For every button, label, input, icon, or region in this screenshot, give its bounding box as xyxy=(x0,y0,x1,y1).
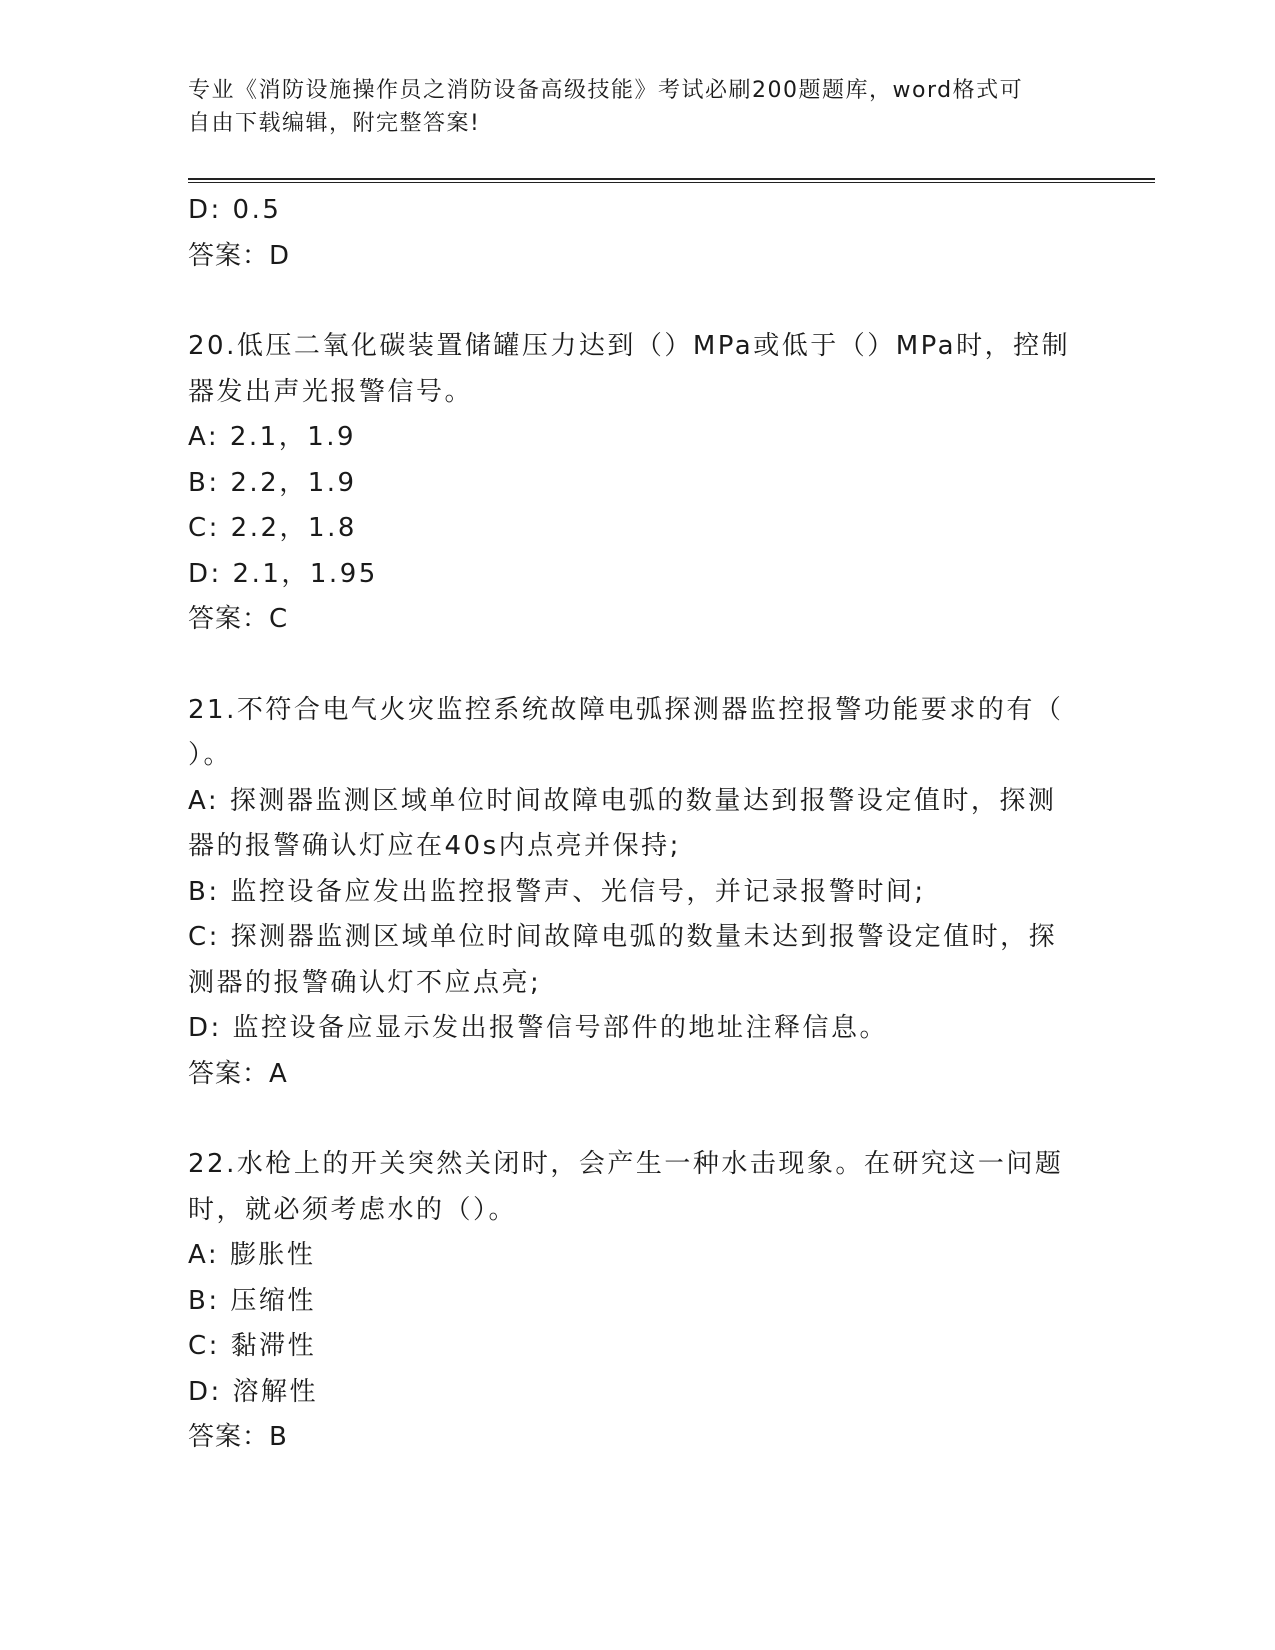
question-stem-line: ）。 xyxy=(188,740,233,770)
answer: 答案：D xyxy=(188,240,291,271)
option-d: D: 监控设备应显示发出报警信号部件的地址注释信息。 xyxy=(188,1013,889,1043)
option-a: A: 2.1，1.9 xyxy=(188,422,357,452)
answer: 答案：B xyxy=(188,1422,288,1452)
question-stem-line: 器发出声光报警信号。 xyxy=(188,376,474,407)
option-a: A: 探测器监测区域单位时间故障电弧的数量达到报警设定值时，探测 xyxy=(188,785,1057,816)
header-divider xyxy=(188,178,1155,183)
option-c: C: 探测器监测区域单位时间故障电弧的数量未达到报警设定值时，探 xyxy=(188,922,1058,952)
option-d: D: 2.1，1.95 xyxy=(188,558,378,589)
question-21 xyxy=(188,688,1088,1098)
option-b: B: 监控设备应发出监控报警声、光信号，并记录报警时间; xyxy=(188,876,926,907)
question-stem-line: 时，就必须考虑水的（）。 xyxy=(188,1194,518,1225)
option-a: A: 膨胀性 xyxy=(188,1240,316,1270)
option-c: C: 2.2，1.8 xyxy=(188,513,357,543)
answer: 答案：C xyxy=(188,604,289,634)
option-c-cont: 测器的报警确认灯不应点亮; xyxy=(188,967,542,998)
option-c: C: 黏滞性 xyxy=(188,1331,317,1361)
question-22 xyxy=(188,1142,1088,1461)
option-b: B: 2.2，1.9 xyxy=(188,467,357,498)
option-b: B: 压缩性 xyxy=(188,1285,316,1316)
page-header xyxy=(188,74,1088,140)
header-line-1: 专业《消防设施操作员之消防设备高级技能》考试必刷200题题库，word格式可 xyxy=(188,78,1024,103)
question-list xyxy=(188,188,1088,1461)
answer: 答案：A xyxy=(188,1058,288,1089)
option-a-cont: 器的报警确认灯应在40s内点亮并保持; xyxy=(188,831,681,861)
question-stem-line: 22.水枪上的开关突然关闭时，会产生一种水击现象。在研究这一问题 xyxy=(188,1149,1064,1179)
question-20 xyxy=(188,324,1088,643)
question-19 xyxy=(188,188,1088,279)
option-d: D: 0.5 xyxy=(188,195,282,225)
option-d: D: 溶解性 xyxy=(188,1376,319,1407)
question-stem-line: 21.不符合电气火灾监控系统故障电弧探测器监控报警功能要求的有（ xyxy=(188,694,1064,725)
header-line-2: 自由下载编辑，附完整答案! xyxy=(188,111,481,136)
question-stem-line: 20.低压二氧化碳装置储罐压力达到（）MPa或低于（）MPa时，控制 xyxy=(188,331,1071,361)
